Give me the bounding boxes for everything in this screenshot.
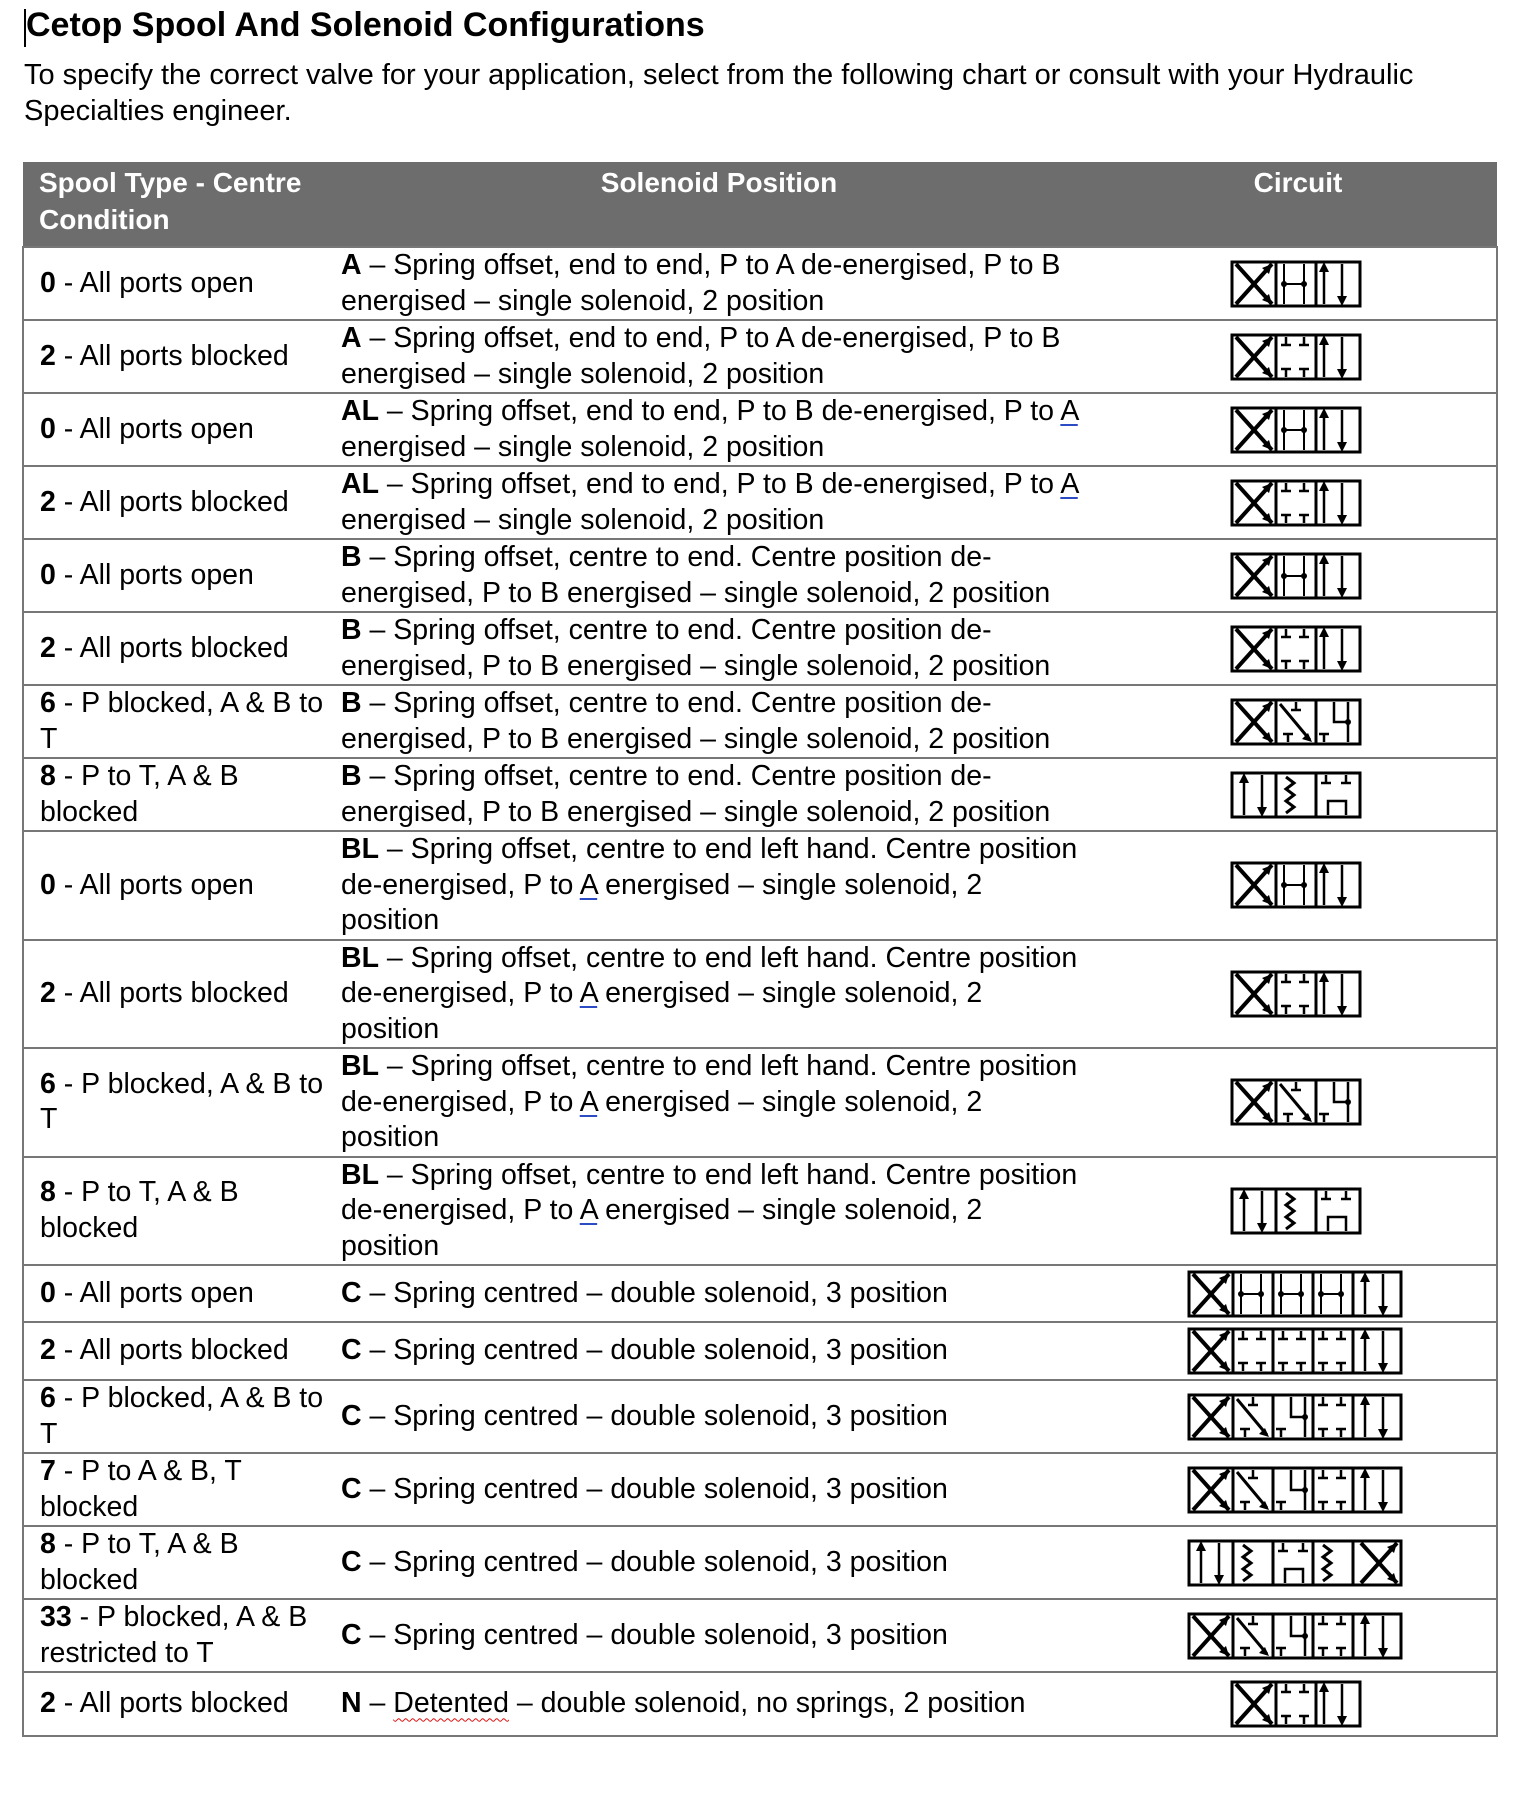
circuit-cell [1095, 320, 1497, 393]
valve-circuit-symbol-icon [1230, 868, 1362, 900]
spool-type-cell [23, 1672, 339, 1736]
table-row [23, 940, 1497, 1049]
spool-description: - P blocked, A & B to T [40, 1067, 324, 1136]
solenoid-text: – Spring offset, centre to end. Centre position de-energised, P to B energised – single solenoid, 2 position [341, 541, 1051, 609]
spool-description: - All ports blocked [55, 977, 289, 1009]
spool-code: 0 [40, 558, 56, 591]
spool-description: - All ports open [55, 558, 254, 591]
spool-code: 2 [40, 631, 56, 664]
valve-circuit-symbol-icon [1230, 1085, 1362, 1117]
table-row [23, 1157, 1497, 1266]
solenoid-text: – Spring offset, end to end, P to A de-energised, P to B energised – single solenoid, 2 position [341, 249, 1061, 317]
spool-code: 2 [40, 977, 56, 1009]
valve-circuit-symbol-icon [1230, 266, 1362, 298]
solenoid-text: – Spring centred – double solenoid, 3 position [361, 1276, 948, 1309]
solenoid-code: AL [341, 468, 379, 500]
valve-circuit-symbol-icon [1230, 1687, 1362, 1719]
solenoid-code: AL [341, 395, 379, 427]
valve-circuit-symbol-icon [1230, 976, 1362, 1008]
solenoid-text-tail: energised – single solenoid, 2 position [341, 430, 825, 463]
table-row [23, 1322, 1497, 1380]
solenoid-text: – Spring centred – double solenoid, 3 position [361, 1334, 948, 1367]
spool-description: - P blocked, A & B to T [40, 687, 324, 755]
header-spool-type: Spool Type - Centre Condition [23, 162, 339, 247]
circuit-cell [1095, 940, 1497, 1049]
intro-paragraph: To specify the correct valve for your application, select from the following chart or consult with your Hydraulic Specialties engineer. [24, 59, 1414, 127]
spool-type-cell [23, 393, 339, 466]
solenoid-code: A [341, 249, 362, 281]
spool-code: 2 [40, 1334, 56, 1367]
circuit-cell [1095, 612, 1497, 685]
solenoid-text: – Spring offset, centre to end. Centre position de-energised, P to B energised – single solenoid, 2 position [341, 614, 1051, 682]
solenoid-code: BL [341, 1050, 379, 1082]
solenoid-position-cell [339, 320, 1095, 393]
circuit-cell [1095, 1265, 1497, 1322]
valve-circuit-symbol-icon [1230, 1193, 1362, 1225]
valve-circuit-symbol-icon [1187, 1276, 1405, 1308]
solenoid-text: – Spring offset, end to end, P to B de-energised, P to [379, 395, 1061, 427]
spool-code: 2 [40, 1687, 56, 1720]
circuit-cell [1095, 1672, 1497, 1736]
solenoid-text-tail: energised – single solenoid, 2 position [341, 977, 983, 1045]
solenoid-code: A [341, 322, 362, 354]
spool-code: 0 [40, 868, 56, 901]
spool-code: 8 [40, 1528, 56, 1560]
spool-code: 6 [40, 1382, 56, 1414]
table-row [23, 539, 1497, 612]
solenoid-text: – Spring offset, centre to end left hand. Centre position de-energised, P to [341, 833, 1078, 901]
circuit-cell [1095, 1599, 1497, 1672]
solenoid-underlined-port: A [579, 1194, 598, 1226]
spool-type-cell [23, 1048, 339, 1157]
spool-code: 8 [40, 760, 56, 792]
spool-description: - P to T, A & B blocked [40, 1176, 239, 1244]
solenoid-text: – Spring centred – double solenoid, 3 position [361, 1618, 948, 1651]
solenoid-text: – [361, 1687, 394, 1720]
solenoid-code: BL [341, 833, 379, 865]
valve-circuit-symbol-icon [1230, 631, 1362, 663]
solenoid-text: – Spring offset, centre to end left hand. Centre position de-energised, P to [341, 1158, 1078, 1226]
solenoid-text: – Spring offset, end to end, P to A de-energised, P to B energised – single solenoid, 2 position [341, 322, 1061, 390]
solenoid-position-cell [339, 1453, 1095, 1526]
spool-description: - All ports blocked [55, 1334, 289, 1367]
solenoid-underlined-port: A [1060, 395, 1078, 427]
circuit-cell [1095, 1157, 1497, 1266]
table-row [23, 1526, 1497, 1599]
table-row [23, 320, 1497, 393]
solenoid-code: N [341, 1687, 362, 1720]
solenoid-underlined-port: A [579, 868, 598, 901]
circuit-cell [1095, 1453, 1497, 1526]
solenoid-text: – Spring offset, end to end, P to B de-energised, P to [379, 468, 1061, 500]
table-row [23, 1380, 1497, 1453]
spool-description: - P to T, A & B blocked [40, 760, 239, 828]
valve-circuit-symbol-icon [1230, 558, 1362, 590]
circuit-cell [1095, 1048, 1497, 1157]
spool-code: 0 [40, 266, 56, 299]
spool-type-cell [23, 940, 339, 1049]
solenoid-text: – Spring offset, centre to end left hand. Centre position de-energised, P to [341, 1050, 1078, 1118]
table-row [23, 685, 1497, 758]
valve-circuit-symbol-icon [1230, 339, 1362, 371]
table-row [23, 1672, 1497, 1736]
title-text: Cetop Spool And Solenoid Configurations [26, 6, 705, 44]
solenoid-code: BL [341, 1158, 379, 1191]
solenoid-code: C [341, 1472, 362, 1505]
valve-circuit-symbol-icon [1230, 412, 1362, 444]
spool-code: 0 [40, 412, 56, 445]
circuit-cell [1095, 831, 1497, 940]
spool-type-cell [23, 758, 339, 831]
spool-type-cell [23, 466, 339, 539]
solenoid-text-tail: energised – single solenoid, 2 position [341, 1085, 983, 1153]
table-row [23, 612, 1497, 685]
circuit-cell [1095, 1526, 1497, 1599]
table-row [23, 1599, 1497, 1672]
spool-code: 2 [40, 485, 56, 518]
table-row [23, 1453, 1497, 1526]
solenoid-text: – Spring centred – double solenoid, 3 position [361, 1545, 948, 1578]
spool-description: - P blocked, A & B to T [40, 1382, 324, 1450]
valve-circuit-symbol-icon [1230, 485, 1362, 517]
spool-code: 2 [40, 339, 56, 372]
circuit-cell [1095, 466, 1497, 539]
table-header-row [23, 162, 1497, 247]
solenoid-position-cell [339, 466, 1095, 539]
solenoid-code: C [341, 1276, 362, 1309]
valve-circuit-symbol-icon [1187, 1334, 1405, 1366]
table-row [23, 393, 1497, 466]
spool-type-cell [23, 1380, 339, 1453]
solenoid-text-tail: energised – single solenoid, 2 position [341, 503, 825, 536]
spool-code: 8 [40, 1176, 56, 1209]
spool-code: 33 [40, 1601, 72, 1633]
circuit-cell [1095, 1322, 1497, 1380]
circuit-cell [1095, 1380, 1497, 1453]
solenoid-position-cell [339, 393, 1095, 466]
solenoid-position-cell [339, 758, 1095, 831]
spool-type-cell [23, 320, 339, 393]
solenoid-position-cell [339, 1672, 1095, 1736]
solenoid-position-cell [339, 1380, 1095, 1453]
spool-description: - All ports blocked [55, 339, 289, 372]
spool-description: - All ports open [55, 412, 254, 445]
header-circuit: Circuit [1095, 162, 1497, 247]
page-title [24, 3, 1494, 47]
solenoid-position-cell [339, 685, 1095, 758]
solenoid-code: C [341, 1399, 362, 1432]
valve-circuit-symbol-icon [1187, 1399, 1405, 1431]
solenoid-position-cell [339, 1048, 1095, 1157]
spool-code: 7 [40, 1455, 56, 1487]
solenoid-code: C [341, 1334, 362, 1367]
spool-type-cell [23, 1526, 339, 1599]
solenoid-code: C [341, 1618, 362, 1651]
header-solenoid-position: Solenoid Position [339, 162, 1095, 247]
valve-circuit-symbol-icon [1187, 1618, 1405, 1650]
solenoid-code: C [341, 1545, 362, 1578]
solenoid-text: – Spring offset, centre to end left hand. Centre position de-energised, P to [341, 941, 1078, 1009]
spool-description: - All ports open [55, 868, 254, 901]
spool-type-cell [23, 685, 339, 758]
valve-circuit-symbol-icon [1187, 1472, 1405, 1504]
spool-type-cell [23, 1157, 339, 1266]
spool-type-cell [23, 612, 339, 685]
solenoid-position-cell [339, 1265, 1095, 1322]
spool-type-cell [23, 831, 339, 940]
solenoid-position-cell [339, 612, 1095, 685]
table-row [23, 247, 1497, 320]
table-row [23, 1265, 1497, 1322]
spool-description: - All ports open [55, 1276, 254, 1309]
spool-code: 0 [40, 1276, 56, 1309]
spool-code: 6 [40, 687, 56, 719]
solenoid-text-tail: – double solenoid, no springs, 2 position [508, 1687, 1026, 1720]
solenoid-underlined-port: A [579, 977, 598, 1009]
solenoid-code: B [341, 760, 362, 792]
solenoid-text-tail: energised – single solenoid, 2 position [341, 1194, 983, 1262]
solenoid-text-tail: energised – single solenoid, 2 position [341, 868, 983, 936]
spool-description: - All ports blocked [55, 485, 289, 518]
table-row [23, 1048, 1497, 1157]
spool-type-cell [23, 1599, 339, 1672]
circuit-cell [1095, 758, 1497, 831]
solenoid-code: B [341, 614, 362, 646]
solenoid-position-cell [339, 1322, 1095, 1380]
solenoid-text: – Spring centred – double solenoid, 3 position [361, 1472, 948, 1505]
solenoid-code: BL [341, 941, 379, 974]
spool-description: - All ports blocked [55, 631, 289, 664]
solenoid-text: – Spring centred – double solenoid, 3 position [361, 1399, 948, 1432]
document-page [24, 0, 1494, 1720]
table-row [23, 466, 1497, 539]
spool-type-cell [23, 539, 339, 612]
valve-circuit-symbol-icon [1230, 777, 1362, 809]
spool-description: - P to T, A & B blocked [40, 1528, 239, 1596]
spool-type-cell [23, 247, 339, 320]
solenoid-position-cell [339, 1599, 1095, 1672]
solenoid-position-cell [339, 831, 1095, 940]
text-cursor [24, 9, 26, 47]
valve-circuit-symbol-icon [1187, 1545, 1405, 1577]
solenoid-position-cell [339, 940, 1095, 1049]
spool-description: - P to A & B, T blocked [40, 1455, 242, 1523]
spool-type-cell [23, 1265, 339, 1322]
solenoid-position-cell [339, 247, 1095, 320]
spool-type-cell [23, 1453, 339, 1526]
solenoid-text: – Spring offset, centre to end. Centre position de-energised, P to B energised – single solenoid, 2 position [341, 760, 1051, 828]
solenoid-position-cell [339, 1526, 1095, 1599]
table-row [23, 758, 1497, 831]
spool-configuration-table [22, 162, 1498, 1737]
circuit-cell [1095, 393, 1497, 466]
solenoid-code: B [341, 687, 362, 719]
solenoid-underlined-port: A [579, 1085, 598, 1118]
spool-description: - P blocked, A & B restricted to T [40, 1601, 308, 1669]
spool-description: - All ports blocked [55, 1687, 289, 1720]
solenoid-text: – Spring offset, centre to end. Centre position de-energised, P to B energised – single solenoid, 2 position [341, 687, 1051, 755]
solenoid-position-cell [339, 1157, 1095, 1266]
solenoid-position-cell [339, 539, 1095, 612]
circuit-cell [1095, 539, 1497, 612]
solenoid-underlined-port: A [1060, 468, 1078, 500]
spool-type-cell [23, 1322, 339, 1380]
spool-code: 6 [40, 1067, 56, 1100]
valve-circuit-symbol-icon [1230, 704, 1362, 736]
table-row [23, 831, 1497, 940]
spellcheck-flagged-word[interactable]: Detented [393, 1687, 509, 1720]
circuit-cell [1095, 685, 1497, 758]
solenoid-code: B [341, 541, 362, 573]
circuit-cell [1095, 247, 1497, 320]
spool-description: - All ports open [55, 266, 254, 299]
